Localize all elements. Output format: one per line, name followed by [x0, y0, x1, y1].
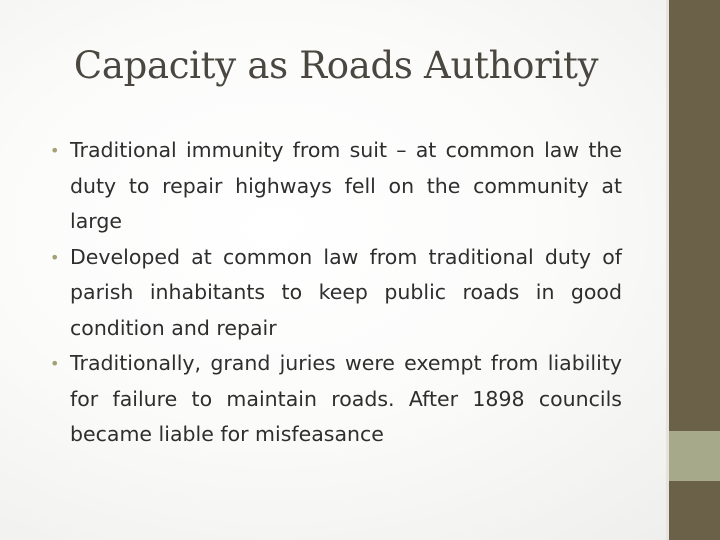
- bullet-item-grand-juries: [50, 346, 622, 453]
- bullet-list: [50, 133, 622, 453]
- bullet-icon: •: [50, 141, 60, 160]
- bullet-item-immunity: [50, 133, 622, 240]
- bullet-text: Traditional immunity from suit – at common law the duty to repair highways fell on the community at large: [70, 138, 622, 233]
- bullet-item-common-law: [50, 240, 622, 347]
- decorative-side-bar: [666, 0, 720, 540]
- bullet-text: Traditionally, grand juries were exempt from liability for failure to maintain roads. After 1898 councils became liable for misfeasance: [70, 351, 622, 446]
- slide-title: Capacity as Roads Authority: [73, 44, 599, 87]
- side-bar-accent-block: [669, 431, 720, 481]
- bullet-text: Developed at common law from traditional duty of parish inhabitants to keep public roads in good condition and repair: [70, 244, 622, 340]
- bullet-icon: •: [50, 354, 60, 373]
- bullet-icon: •: [50, 247, 60, 267]
